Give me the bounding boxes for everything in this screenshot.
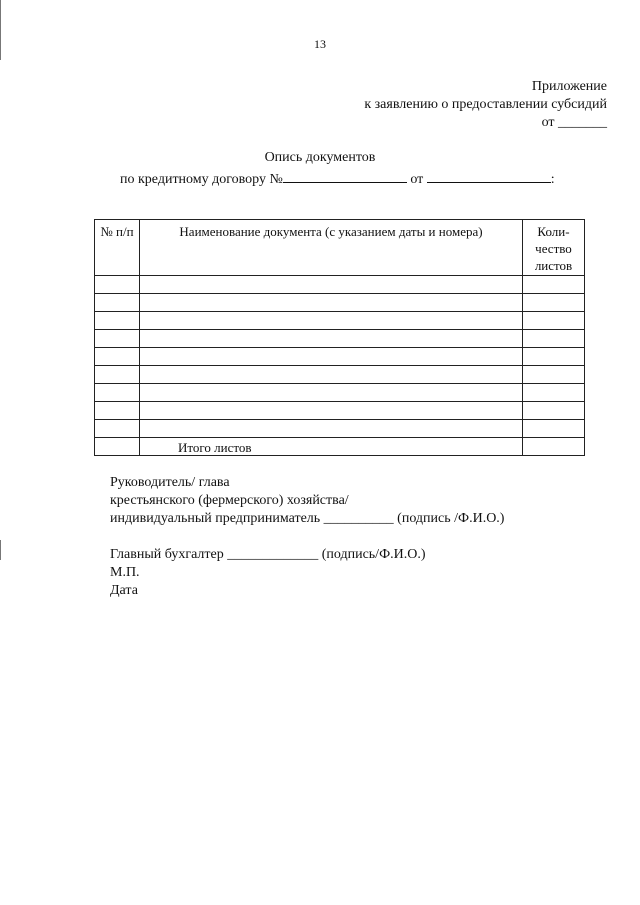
contract-from: от (410, 172, 424, 187)
page-number: 13 (314, 37, 326, 51)
documents-table (94, 219, 585, 456)
stamp-label: М.П. (110, 565, 140, 580)
table-row (95, 384, 585, 402)
table-row (95, 348, 585, 366)
table-total-row (95, 438, 585, 456)
total-sheets-value[interactable] (523, 438, 585, 456)
table-row (95, 294, 585, 312)
table-row (95, 330, 585, 348)
table-header-row (95, 220, 585, 276)
document-title: Опись документов (264, 150, 376, 165)
table-row (95, 366, 585, 384)
header-document-name: Наименование документа (с указанием даты и номера) (140, 220, 523, 276)
date-label: Дата (110, 583, 138, 598)
table-row (95, 312, 585, 330)
total-sheets-label: Итого листов (178, 440, 252, 455)
head-title-line2: крестьянского (фермерского) хозяйства/ (110, 493, 349, 508)
appendix-date-line: от _______ (541, 115, 607, 130)
appendix-title: Приложение (531, 79, 607, 94)
contract-suffix: : (550, 172, 555, 187)
scan-edge-mark (0, 540, 1, 560)
contract-number-blank[interactable] (283, 169, 407, 183)
head-title-line1: Руководитель/ глава (110, 475, 230, 490)
table-row (95, 276, 585, 294)
contract-prefix: по кредитному договору № (120, 172, 283, 187)
header-sheet-count: Коли- чество листов (523, 220, 585, 276)
accountant-signature-line: Главный бухгалтер _____________ (подпись/Ф.И.О.) (110, 547, 426, 562)
head-signature-line: индивидуальный предприниматель __________ (подпись /Ф.И.О.) (110, 511, 505, 526)
contract-line (120, 169, 555, 188)
contract-date-blank[interactable] (427, 169, 551, 183)
header-number: № п/п (95, 220, 140, 276)
appendix-subtitle: к заявлению о предоставлении субсидий (364, 97, 607, 112)
table-row (95, 402, 585, 420)
table-row (95, 420, 585, 438)
